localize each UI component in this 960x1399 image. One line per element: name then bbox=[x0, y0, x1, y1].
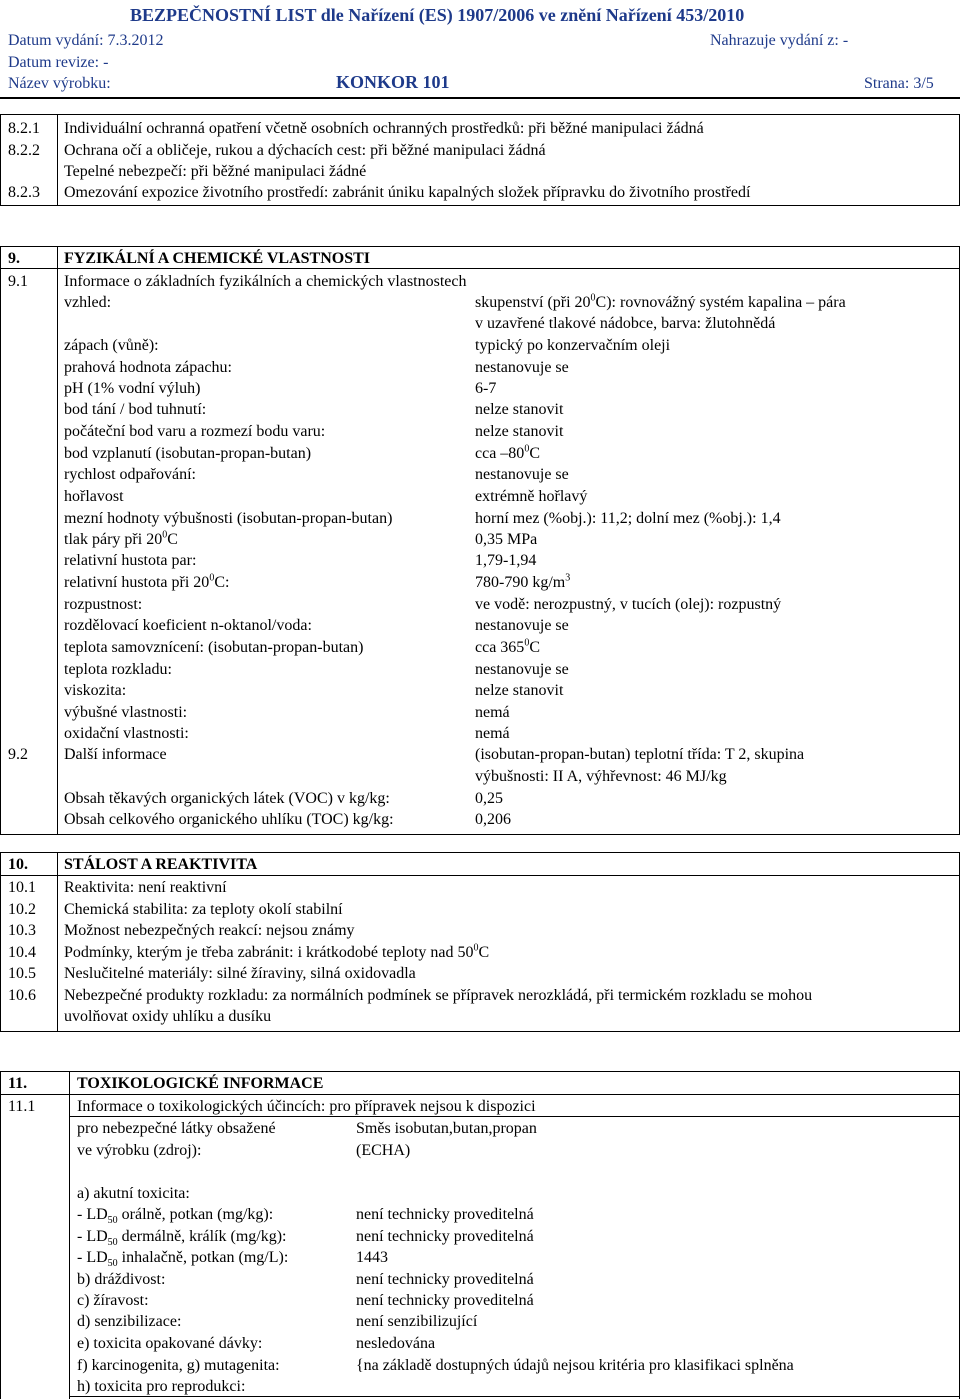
toxicity-label: c) žíravost: bbox=[77, 1292, 149, 1309]
row-text: Reaktivita: není reaktivní bbox=[64, 879, 227, 896]
degree-superscript: 0 bbox=[524, 637, 530, 649]
table-column-divider bbox=[69, 1071, 70, 1399]
property-label: teplota samovznícení: (isobutan-propan-butan) bbox=[64, 639, 364, 656]
property-label: rozpustnost: bbox=[64, 596, 143, 613]
subsection-title: Další informace bbox=[64, 746, 167, 763]
toxicity-value: není technicky proveditelná bbox=[356, 1271, 534, 1288]
toxicity-value: není technicky proveditelná bbox=[356, 1228, 534, 1245]
property-value bbox=[475, 293, 846, 313]
ld-route: orálně, potkan (mg/kg): bbox=[117, 1206, 274, 1223]
row-number: 8.2.3 bbox=[8, 184, 40, 201]
header-divider bbox=[0, 97, 960, 99]
source-value: Směs isobutan,butan,propan bbox=[356, 1120, 537, 1137]
table-border-top bbox=[0, 1071, 960, 1072]
row-number: 10.5 bbox=[8, 965, 36, 982]
property-label: prahová hodnota zápachu: bbox=[64, 359, 232, 376]
property-label: teplota rozkladu: bbox=[64, 661, 172, 678]
property-value: v uzavřené tlakové nádobce, barva: žlutohnědá bbox=[475, 315, 776, 332]
value-text: skupenství (při 20 bbox=[475, 294, 591, 311]
row-text-part: C bbox=[478, 944, 490, 961]
table-border-left bbox=[0, 114, 1, 206]
row-number: 10.4 bbox=[8, 944, 36, 961]
source-label: pro nebezpečné látky obsažené bbox=[77, 1120, 276, 1137]
heading-underline bbox=[0, 1094, 960, 1095]
toxicity-value: není technicky proveditelná bbox=[356, 1292, 534, 1309]
property-value: 0,206 bbox=[475, 811, 511, 828]
table-border-left bbox=[0, 852, 1, 1032]
revision-date: Datum revize: - bbox=[8, 54, 109, 71]
section-number: 9. bbox=[8, 250, 20, 267]
property-value: 1,79-1,94 bbox=[475, 552, 537, 569]
degree-superscript: 0 bbox=[473, 942, 479, 954]
value-text: C bbox=[529, 639, 540, 656]
property-label: počáteční bod varu a rozmezí bodu varu: bbox=[64, 423, 326, 440]
property-value: typický po konzervačním oleji bbox=[475, 337, 671, 354]
property-value: nestanovuje se bbox=[475, 661, 569, 678]
property-label: mezní hodnoty výbušnosti (isobutan-propan-butan) bbox=[64, 510, 393, 527]
property-value: ve vodě: nerozpustný, v tucích (olej): rozpustný bbox=[475, 596, 782, 613]
row-text: Omezování expozice životního prostředí: zabránit úniku kapalných složek přípravku do životního prostředí bbox=[64, 184, 751, 201]
property-value: horní mez (%obj.): 11,2; dolní mez (%obj.): 1,4 bbox=[475, 510, 781, 527]
label-text: tlak páry při 20 bbox=[64, 531, 163, 548]
ld-subscript: 50 bbox=[107, 1237, 118, 1249]
row-number: 10.2 bbox=[8, 901, 36, 918]
value-text: cca 365 bbox=[475, 639, 525, 656]
table-border-bottom bbox=[0, 1031, 960, 1032]
property-label bbox=[64, 573, 229, 593]
property-value: nelze stanovit bbox=[475, 682, 564, 699]
property-value: 6-7 bbox=[475, 380, 497, 397]
table-column-divider bbox=[57, 246, 58, 835]
table-border-top bbox=[0, 246, 960, 247]
toxicity-label bbox=[77, 1248, 288, 1268]
page-number: Strana: 3/5 bbox=[864, 75, 934, 92]
table-column-divider bbox=[57, 114, 58, 206]
section-heading: STÁLOST A REAKTIVITA bbox=[64, 856, 258, 873]
issue-date: Datum vydání: 7.3.2012 bbox=[8, 32, 164, 49]
section-heading: FYZIKÁLNÍ A CHEMICKÉ VLASTNOSTI bbox=[64, 250, 370, 267]
toxicity-value: 1443 bbox=[356, 1249, 388, 1266]
row-text: Tepelné nebezpečí: při běžné manipulaci žádné bbox=[64, 163, 367, 180]
row-text: Chemická stabilita: za teploty okolí stabilní bbox=[64, 901, 343, 918]
table-border-left bbox=[0, 246, 1, 835]
row-text: Ochrana očí a obličeje, rukou a dýchacích cest: při běžné manipulaci žádná bbox=[64, 142, 546, 159]
row-text: Nebezpečné produkty rozkladu: za normálních podmínek se přípravek nerozkládá, při termickém rozkladu se mohou bbox=[64, 987, 813, 1004]
ld-route: dermálně, králík (mg/kg): bbox=[117, 1228, 287, 1245]
row-number: 10.6 bbox=[8, 987, 36, 1004]
property-value: 0,25 bbox=[475, 790, 503, 807]
row-text bbox=[64, 943, 489, 963]
table-border-top bbox=[0, 852, 960, 853]
property-label: rozdělovací koeficient n-oktanol/voda: bbox=[64, 617, 312, 634]
property-label: Obsah těkavých organických látek (VOC) v kg/kg: bbox=[64, 790, 390, 807]
row-text: Možnost nebezpečných reakcí: nejsou známy bbox=[64, 922, 355, 939]
toxicity-label: d) senzibilizace: bbox=[77, 1313, 182, 1330]
toxicity-value: není technicky proveditelná bbox=[356, 1206, 534, 1223]
toxicity-value: není senzibilizující bbox=[356, 1313, 478, 1330]
section-number: 10. bbox=[8, 856, 28, 873]
property-value: nemá bbox=[475, 704, 510, 721]
row-text: uvolňovat oxidy uhlíku a dusíku bbox=[64, 1008, 272, 1025]
property-label: hořlavost bbox=[64, 488, 124, 505]
toxicity-label bbox=[77, 1227, 287, 1247]
property-label: výbušné vlastnosti: bbox=[64, 704, 188, 721]
ld-prefix: - LD bbox=[77, 1206, 108, 1223]
subsection-title: Informace o toxikologických účincích: pro přípravek nejsou k dispozici bbox=[77, 1098, 536, 1115]
property-label: pH (1% vodní výluh) bbox=[64, 380, 201, 397]
table-border-left bbox=[0, 1071, 1, 1399]
label-text: C: bbox=[214, 574, 230, 591]
degree-superscript: 0 bbox=[162, 529, 168, 541]
section-number: 11. bbox=[8, 1075, 28, 1092]
degree-superscript: 0 bbox=[524, 443, 530, 455]
row-text-part: Podmínky, kterým je třeba zabránit: i krátkodobé teploty nad 50 bbox=[64, 944, 474, 961]
property-value bbox=[475, 444, 540, 464]
table-border-bottom bbox=[0, 834, 960, 835]
property-value: nestanovuje se bbox=[475, 466, 569, 483]
table-border-top bbox=[0, 114, 960, 115]
toxicity-heading: a) akutní toxicita: bbox=[77, 1185, 190, 1202]
source-label: ve výrobku (zdroj): bbox=[77, 1142, 202, 1159]
ld-subscript: 50 bbox=[107, 1258, 118, 1270]
toxicity-value: {na základě dostupných údajů nejsou kritéria pro klasifikaci splněna bbox=[356, 1357, 794, 1374]
source-value: (ECHA) bbox=[356, 1142, 411, 1159]
row-number: 8.2.2 bbox=[8, 142, 40, 159]
toxicity-label: e) toxicita opakované dávky: bbox=[77, 1335, 263, 1352]
ld-prefix: - LD bbox=[77, 1228, 108, 1245]
property-label: oxidační vlastnosti: bbox=[64, 725, 189, 742]
row-number: 10.3 bbox=[8, 922, 36, 939]
value-text: cca –80 bbox=[475, 445, 525, 462]
table-border-bottom bbox=[0, 205, 960, 206]
property-value bbox=[475, 638, 540, 658]
property-label bbox=[64, 530, 178, 550]
table-column-divider bbox=[57, 852, 58, 1032]
toxicity-value: nesledována bbox=[356, 1335, 436, 1352]
property-label: rychlost odpařování: bbox=[64, 466, 196, 483]
toxicity-label: b) dráždivost: bbox=[77, 1271, 166, 1288]
toxicity-label: h) toxicita pro reprodukci: bbox=[77, 1378, 246, 1395]
value-text: 780-790 kg/m bbox=[475, 574, 566, 591]
property-label: bod tání / bod tuhnutí: bbox=[64, 401, 207, 418]
row-number: 10.1 bbox=[8, 879, 36, 896]
property-label: viskozita: bbox=[64, 682, 127, 699]
property-label: relativní hustota par: bbox=[64, 552, 197, 569]
product-name: KONKOR 101 bbox=[336, 72, 450, 92]
property-label: Obsah celkového organického uhlíku (TOC) kg/kg: bbox=[64, 811, 394, 828]
property-value: (isobutan-propan-butan) teplotní třída: T 2, skupina bbox=[475, 746, 805, 763]
value-text: C bbox=[529, 445, 540, 462]
ld-route: inhalačně, potkan (mg/L): bbox=[117, 1249, 289, 1266]
subsection-number: 11.1 bbox=[8, 1098, 36, 1115]
toxicity-label: f) karcinogenita, g) mutagenita: bbox=[77, 1357, 280, 1374]
product-label: Název výrobku: bbox=[8, 75, 111, 92]
label-text: relativní hustota při 20 bbox=[64, 574, 210, 591]
row-text: Neslučitelné materiály: silné žíraviny, silná oxidovadla bbox=[64, 965, 416, 982]
property-value: nelze stanovit bbox=[475, 423, 564, 440]
property-value: nemá bbox=[475, 725, 510, 742]
subsection-number: 9.1 bbox=[8, 273, 28, 290]
subsection-number: 9.2 bbox=[8, 746, 28, 763]
replaces-version: Nahrazuje vydání z: - bbox=[710, 32, 849, 49]
row-number: 8.2.1 bbox=[8, 120, 40, 137]
unit-superscript: 3 bbox=[565, 572, 571, 584]
degree-superscript: 0 bbox=[590, 292, 596, 304]
property-label: zápach (vůně): bbox=[64, 337, 159, 354]
property-label: bod vzplanutí (isobutan-propan-butan) bbox=[64, 445, 312, 462]
degree-superscript: 0 bbox=[209, 572, 215, 584]
property-value: nelze stanovit bbox=[475, 401, 564, 418]
property-value: extrémně hořlavý bbox=[475, 488, 588, 505]
property-label: vzhled: bbox=[64, 294, 112, 311]
document-title: BEZPEČNOSTNÍ LIST dle Nařízení (ES) 1907/2006 ve znění Nařízení 453/2010 bbox=[130, 5, 745, 25]
property-value: 0,35 MPa bbox=[475, 531, 538, 548]
property-value: nestanovuje se bbox=[475, 617, 569, 634]
value-text: C): rovnovážný systém kapalina – pára bbox=[595, 294, 846, 311]
property-value: výbušnosti: II A, výhřevnost: 46 MJ/kg bbox=[475, 768, 727, 785]
toxicity-label bbox=[77, 1205, 273, 1225]
section-heading: TOXIKOLOGICKÉ INFORMACE bbox=[77, 1075, 324, 1092]
ld-subscript: 50 bbox=[107, 1215, 118, 1227]
property-value: nestanovuje se bbox=[475, 359, 569, 376]
label-text: C bbox=[167, 531, 178, 548]
row-text: Individuální ochranná opatření včetně osobních ochranných prostředků: při běžné manipulaci žádná bbox=[64, 120, 704, 137]
heading-underline bbox=[0, 875, 960, 876]
subsection-title: Informace o základních fyzikálních a chemických vlastnostech bbox=[64, 273, 467, 290]
property-value bbox=[475, 573, 570, 593]
ld-prefix: - LD bbox=[77, 1249, 108, 1266]
